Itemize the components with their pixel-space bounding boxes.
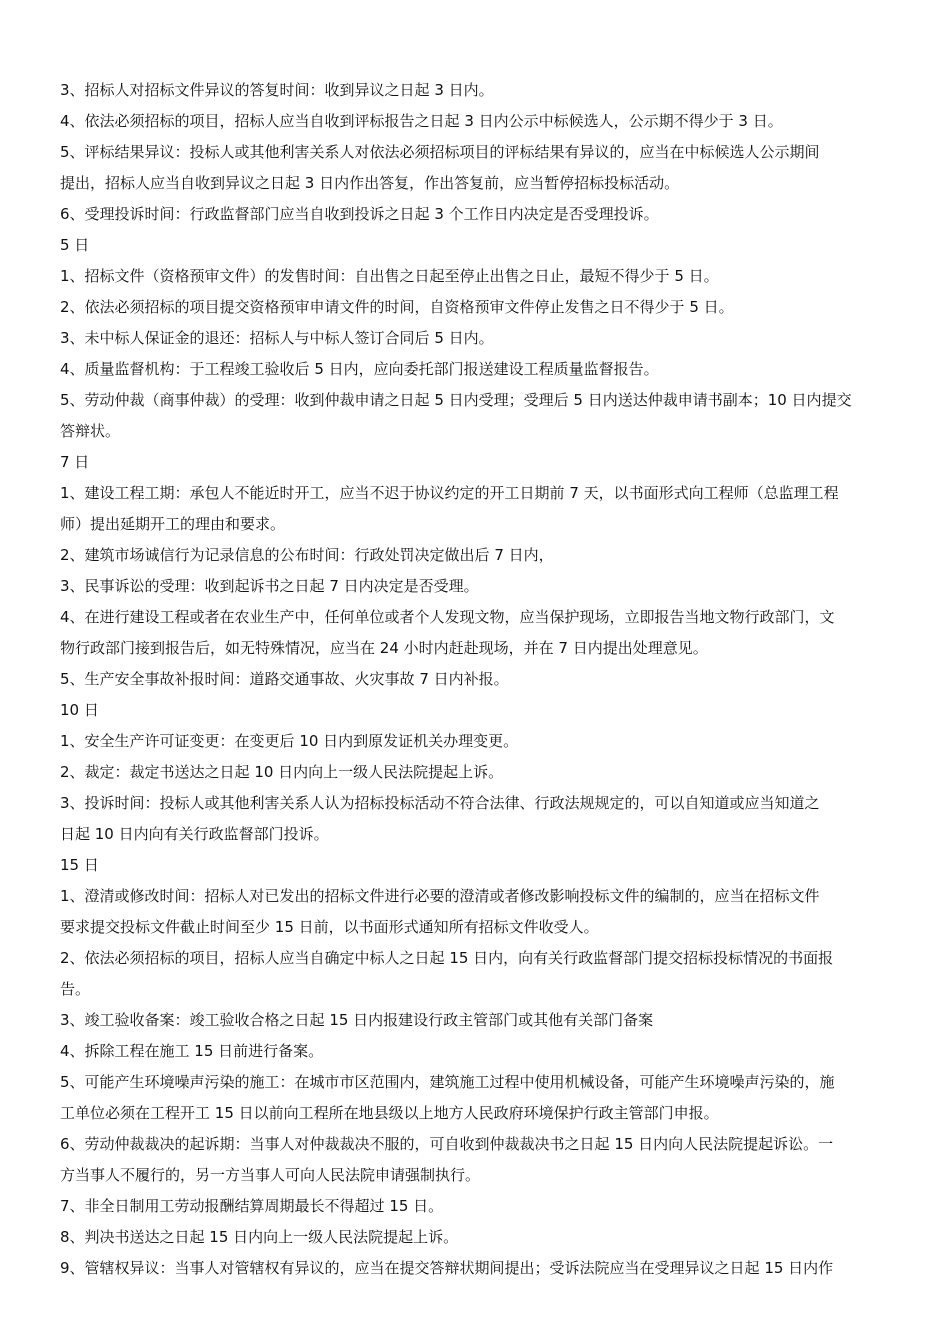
paragraph-line: 要求提交投标文件截止时间至少 15 日前，以书面形式通知所有招标文件收受人。 bbox=[60, 918, 599, 936]
paragraph-line: 告。 bbox=[60, 980, 91, 998]
paragraph-line: 2、建筑市场诚信行为记录信息的公布时间：行政处罚决定做出后 7 日内， bbox=[60, 546, 554, 564]
paragraph-line: 1、招标文件（资格预审文件）的发售时间：自出售之日起至停止出售之日止，最短不得少于 5 日。 bbox=[60, 267, 719, 285]
paragraph-line: 师）提出延期开工的理由和要求。 bbox=[60, 515, 286, 533]
paragraph-line: 工单位必须在工程开工 15 日以前向工程所在地县级以上地方人民政府环境保护行政主管部门申报。 bbox=[60, 1104, 719, 1122]
paragraph-line: 3、招标人对招标文件异议的答复时间：收到异议之日起 3 日内。 bbox=[60, 81, 494, 99]
paragraph-line: 1、澄清或修改时间：招标人对已发出的招标文件进行必要的澄清或者修改影响投标文件的编制的，应当在招标文件 bbox=[60, 887, 820, 905]
section-10-day bbox=[60, 695, 895, 850]
paragraph-line: 4、依法必须招标的项目，招标人应当自收到评标报告之日起 3 日内公示中标候选人，公示期不得少于 3 日。 bbox=[60, 112, 783, 130]
paragraph-line: 方当事人不履行的，另一方当事人可向人民法院申请强制执行。 bbox=[60, 1166, 481, 1184]
section-heading: 10 日 bbox=[60, 701, 99, 719]
paragraph-line: 5、评标结果异议：投标人或其他利害关系人对依法必须招标项目的评标结果有异议的，应当在中标候选人公示期间 bbox=[60, 143, 820, 161]
paragraph-line: 3、民事诉讼的受理：收到起诉书之日起 7 日内决定是否受理。 bbox=[60, 577, 479, 595]
paragraph-line: 物行政部门接到报告后，如无特殊情况，应当在 24 小时内赶赴现场，并在 7 日内提出处理意见。 bbox=[60, 639, 708, 657]
paragraph-line: 5、劳动仲裁（商事仲裁）的受理：收到仲裁申请之日起 5 日内受理；受理后 5 日内送达仲裁申请书副本；10 日内提交 bbox=[60, 391, 852, 409]
section-heading: 15 日 bbox=[60, 856, 99, 874]
paragraph-line: 5、生产安全事故补报时间：道路交通事故、火灾事故 7 日内补报。 bbox=[60, 670, 509, 688]
paragraph-line: 9、管辖权异议：当事人对管辖权有异议的，应当在提交答辩状期间提出；受诉法院应当在受理异议之日起 15 日内作 bbox=[60, 1259, 834, 1277]
paragraph-line: 3、投诉时间：投标人或其他利害关系人认为招标投标活动不符合法律、行政法规规定的，可以自知道或应当知道之 bbox=[60, 794, 820, 812]
paragraph-line: 6、受理投诉时间：行政监督部门应当自收到投诉之日起 3 个工作日内决定是否受理投诉。 bbox=[60, 205, 659, 223]
paragraph-line: 2、裁定：裁定书送达之日起 10 日内向上一级人民法院提起上诉。 bbox=[60, 763, 504, 781]
paragraph-line: 8、判决书送达之日起 15 日内向上一级人民法院提起上诉。 bbox=[60, 1228, 459, 1246]
paragraph-line: 4、质量监督机构：于工程竣工验收后 5 日内，应向委托部门报送建设工程质量监督报告。 bbox=[60, 360, 659, 378]
paragraph-line: 提出，招标人应当自收到异议之日起 3 日内作出答复，作出答复前，应当暂停招标投标活动。 bbox=[60, 174, 680, 192]
paragraph-line: 1、建设工程工期：承包人不能近时开工，应当不迟于协议约定的开工日期前 7 天，以书面形式向工程师（总监理工程 bbox=[60, 484, 839, 502]
paragraph-line: 2、依法必须招标的项目提交资格预审申请文件的时间，自资格预审文件停止发售之日不得少于 5 日。 bbox=[60, 298, 734, 316]
section-heading: 5 日 bbox=[60, 236, 90, 254]
paragraph-line: 答辩状。 bbox=[60, 422, 121, 440]
section-5-day bbox=[60, 230, 895, 447]
paragraph-line: 1、安全生产许可证变更：在变更后 10 日内到原发证机关办理变更。 bbox=[60, 732, 519, 750]
document-page bbox=[60, 75, 895, 1284]
paragraph-line: 3、未中标人保证金的退还：招标人与中标人签订合同后 5 日内。 bbox=[60, 329, 494, 347]
paragraph-line: 2、依法必须招标的项目，招标人应当自确定中标人之日起 15 日内，向有关行政监督部门提交招标投标情况的书面报 bbox=[60, 949, 834, 967]
paragraph-line: 4、拆除工程在施工 15 日前进行备案。 bbox=[60, 1042, 324, 1060]
section-3-day-continued bbox=[60, 75, 895, 230]
paragraph-line: 6、劳动仲裁裁决的起诉期：当事人对仲裁裁决不服的，可自收到仲裁裁决书之日起 15 日内向人民法院提起诉讼。一 bbox=[60, 1135, 834, 1153]
paragraph-line: 5、可能产生环境噪声污染的施工：在城市市区范围内，建筑施工过程中使用机械设备，可能产生环境噪声污染的，施 bbox=[60, 1073, 835, 1091]
paragraph-line: 日起 10 日内向有关行政监督部门投诉。 bbox=[60, 825, 329, 843]
paragraph-line: 3、竣工验收备案：竣工验收合格之日起 15 日内报建设行政主管部门或其他有关部门备案 bbox=[60, 1011, 654, 1029]
paragraph-line: 4、在进行建设工程或者在农业生产中，任何单位或者个人发现文物，应当保护现场，立即报告当地文物行政部门，文 bbox=[60, 608, 835, 626]
paragraph-line: 7、非全日制用工劳动报酬结算周期最长不得超过 15 日。 bbox=[60, 1197, 444, 1215]
section-7-day bbox=[60, 447, 895, 695]
section-15-day bbox=[60, 850, 895, 1284]
section-heading: 7 日 bbox=[60, 453, 90, 471]
